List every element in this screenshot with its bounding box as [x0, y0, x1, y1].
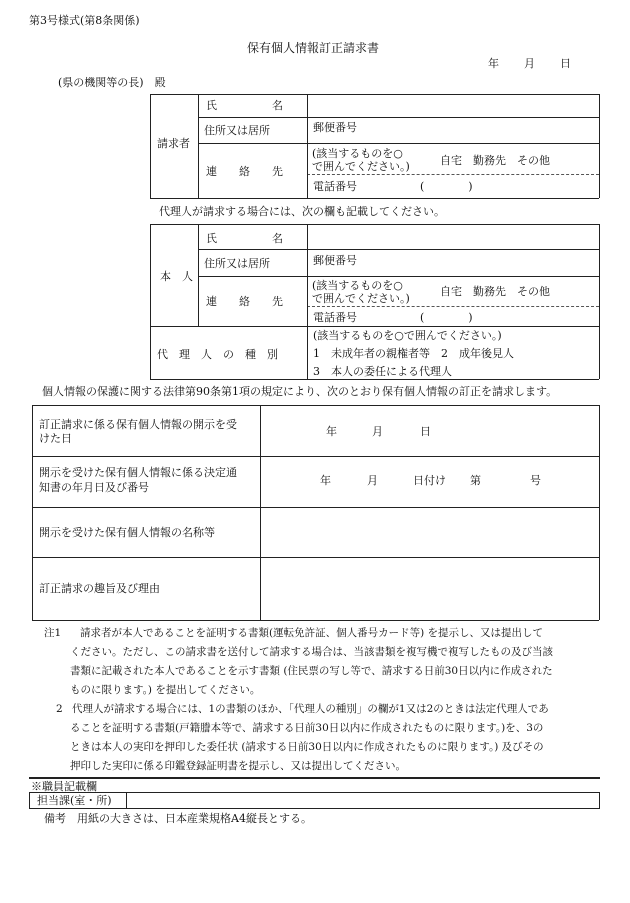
form-number: 第3号様式(第8条関係)	[29, 14, 140, 27]
note2-line2: ることを証明する書類(戸籍謄本等で、請求する日前30日以内に作成されたものに限ります。)を、3の	[70, 722, 544, 734]
proxy-type-label: 代 理 人 の 種 別	[157, 348, 278, 361]
principal-contact-label: 連 絡 先	[206, 295, 283, 308]
staff-divider	[29, 777, 600, 779]
principal-address-field[interactable]	[308, 267, 598, 275]
requester-contact-options[interactable]: 自宅 勤務先 その他	[440, 154, 550, 167]
row3-label: 開示を受けた保有個人情報の名称等	[39, 526, 215, 539]
proxy-note: 代理人が請求する場合には、次の欄も記載してください。	[159, 205, 445, 218]
principal-address-label: 住所又は居所	[204, 257, 270, 270]
principal-name-label: 氏 名	[206, 232, 283, 245]
requester-address-label: 住所又は居所	[204, 124, 270, 137]
note2-head: 2	[56, 703, 63, 715]
row3-field[interactable]	[261, 508, 598, 556]
principal-contact-options[interactable]: 自宅 勤務先 その他	[440, 285, 550, 298]
note1-line1: 請求者が本人であることを証明する書類(運転免許証、個人番号カード等) を提示し、又は提出して	[80, 627, 544, 639]
row4-field[interactable]	[261, 558, 598, 619]
requester-label: 請求者	[157, 137, 190, 150]
date-month-label: 月	[524, 57, 535, 70]
requester-circle-note-1: (該当するものを○	[312, 147, 403, 160]
principal-name-field[interactable]	[308, 225, 598, 248]
principal-phone-field[interactable]: ( )	[420, 311, 473, 324]
proxy-type-instruction: (該当するものを○で囲んでください。)	[313, 329, 502, 342]
requester-contact-label: 連 絡 先	[206, 165, 283, 178]
row2-month[interactable]: 月	[367, 474, 378, 487]
row2-label-2: 知書の年月日及び番号	[39, 481, 149, 494]
principal-postal-label: 郵便番号	[313, 254, 357, 267]
row1-label-2: けた日	[39, 432, 72, 445]
requester-phone-label: 電話番号	[313, 180, 357, 193]
row1-day[interactable]: 日	[420, 425, 431, 438]
staff-section-label: ※職員記載欄	[31, 780, 97, 793]
remarks: 備考 用紙の大きさは、日本産業規格A4縦長とする。	[44, 812, 312, 825]
requester-name-field[interactable]	[308, 95, 598, 116]
row1-month[interactable]: 月	[372, 425, 383, 438]
note2-line4: 押印した実印に係る印鑑登録証明書を提示し、又は提出してください。	[70, 760, 406, 772]
principal-label-1: 本	[160, 270, 171, 283]
principal-label-2: 人	[182, 270, 193, 283]
row2-no[interactable]: 第	[470, 474, 481, 487]
staff-dept-label: 担当課(室・所)	[37, 794, 112, 807]
note2-line3: ときは本人の実印を押印した委任状 (請求する日前30日以内に作成されたものに限ります。) 及びその	[70, 741, 544, 753]
principal-phone-label: 電話番号	[313, 311, 357, 324]
row2-year[interactable]: 年	[320, 474, 331, 487]
proxy-type-options-1[interactable]: 1 未成年者の親権者等 2 成年後見人	[313, 347, 514, 360]
page-title: 保有個人情報訂正請求書	[247, 41, 380, 55]
row2-day[interactable]: 日付け	[413, 474, 446, 487]
date-year-label: 年	[488, 57, 499, 70]
note1-head: 注1	[44, 627, 62, 639]
requester-address-field[interactable]	[308, 134, 598, 142]
row1-label-1: 訂正請求に係る保有個人情報の開示を受	[39, 418, 237, 431]
note1-line3: 書類に記載された本人であることを示す書類 (住民票の写し等で、請求する日前30日以内に作成された	[70, 665, 553, 677]
proxy-type-options-2[interactable]: 3 本人の委任による代理人	[313, 365, 452, 378]
principal-circle-note-1: (該当するものを○	[312, 279, 403, 292]
requester-phone-field[interactable]: ( )	[420, 180, 473, 193]
row2-label-1: 開示を受けた保有個人情報に係る決定通	[39, 466, 237, 479]
row1-year[interactable]: 年	[326, 425, 337, 438]
staff-dept-field[interactable]	[127, 793, 598, 807]
requester-postal-label: 郵便番号	[313, 121, 357, 134]
row4-label: 訂正請求の趣旨及び理由	[39, 582, 160, 595]
row2-go: 号	[530, 474, 541, 487]
date-day-label: 日	[560, 57, 571, 70]
requester-circle-note-2: で囲んでください。)	[312, 160, 410, 173]
addressee: (県の機関等の長) 殿	[58, 76, 166, 89]
principal-circle-note-2: で囲んでください。)	[312, 292, 410, 305]
legal-statement: 個人情報の保護に関する法律第90条第1項の規定により、次のとおり保有個人情報の訂正を請求します。	[42, 385, 558, 398]
note1-line2: ください。ただし、この請求書を送付して請求する場合は、当該書類を複写機で複写したもの及び当該	[70, 646, 553, 658]
note1-line4: ものに限ります。) を提出してください。	[70, 684, 261, 696]
note2-line1: 代理人が請求する場合には、1の書類のほか、「代理人の種別」の欄が1又は2のときは法定代理人であ	[72, 703, 549, 715]
requester-name-label: 氏 名	[206, 99, 283, 112]
